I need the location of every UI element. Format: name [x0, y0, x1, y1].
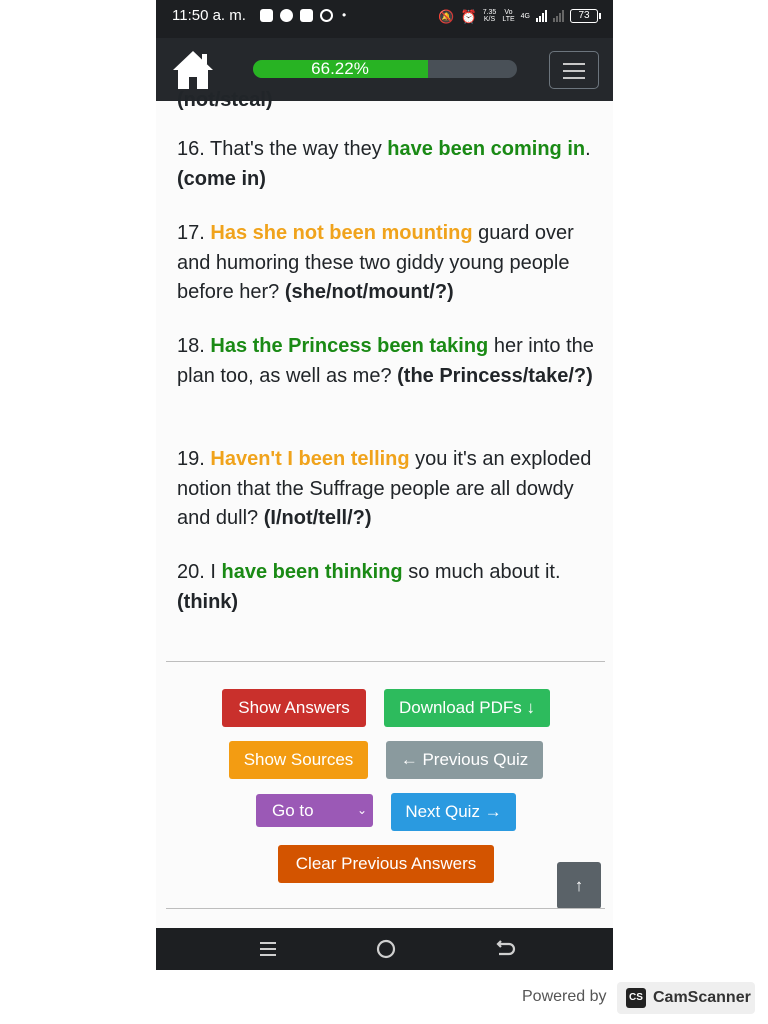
- android-nav-bar: [156, 928, 613, 970]
- question-text: you it's an exploded notion that the Suffrage people are all dowdy and dull?: [177, 448, 592, 530]
- phone-screen: [156, 0, 613, 970]
- scroll-to-top-button[interactable]: ↑: [557, 862, 601, 909]
- question-hint: (think): [177, 590, 239, 613]
- go-to-label: Go to: [272, 801, 314, 820]
- camscanner-brand: CamScanner: [653, 989, 751, 1006]
- question-20: [177, 558, 597, 617]
- recent-apps-icon[interactable]: [255, 936, 281, 962]
- camscanner-logo-icon: CS: [626, 988, 646, 1008]
- question-17: [177, 219, 597, 308]
- question-text: That's the way they: [210, 138, 388, 160]
- notification-square-icon-2: [300, 9, 313, 22]
- divider-bottom: [166, 908, 605, 909]
- camscanner-badge: [617, 982, 755, 1014]
- volte-label: Vo LTE: [502, 9, 515, 23]
- quiz-content: [156, 89, 613, 928]
- home-icon[interactable]: [171, 48, 215, 92]
- status-time: 11:50 a. m.: [172, 7, 246, 24]
- show-sources-button[interactable]: Show Sources: [229, 741, 368, 779]
- more-notifications-icon: •: [342, 8, 347, 22]
- chevron-down-icon: ⌄: [356, 803, 367, 817]
- question-text: guard over and humoring these two giddy young people before her?: [177, 222, 574, 304]
- answer-correct: have been coming in: [387, 138, 586, 160]
- question-text: I: [210, 561, 222, 583]
- answer-revealed: Has she not been mounting: [210, 222, 473, 244]
- question-number: 18.: [177, 335, 205, 357]
- battery-level: 73: [570, 9, 598, 23]
- divider-top: [166, 661, 605, 662]
- answer-correct: Has the Princess been taking: [210, 335, 489, 357]
- question-number: 17.: [177, 222, 205, 244]
- go-to-select[interactable]: [256, 794, 373, 827]
- next-quiz-button[interactable]: Next Quiz →: [391, 793, 516, 831]
- answer-revealed: Haven't I been telling: [210, 448, 410, 470]
- hamburger-icon-line: [563, 70, 585, 72]
- question-number: 19.: [177, 448, 205, 470]
- back-icon[interactable]: [491, 936, 517, 962]
- notification-app-icon: [280, 9, 293, 22]
- question-text: .: [585, 138, 591, 160]
- battery-icon: [570, 9, 601, 23]
- show-answers-button[interactable]: Show Answers: [222, 689, 366, 727]
- whatsapp-icon: [320, 9, 333, 22]
- question-16: [177, 135, 597, 194]
- powered-by-text: Powered by: [522, 988, 607, 1005]
- network-speed: 7.35 K/S: [482, 9, 497, 23]
- signal-strength-icon-2: [553, 10, 564, 22]
- hamburger-icon-line: [563, 77, 585, 79]
- download-pdfs-button[interactable]: Download PDFs ↓: [384, 689, 550, 727]
- clear-previous-answers-button[interactable]: Clear Previous Answers: [278, 845, 494, 883]
- status-bar: [156, 0, 613, 38]
- question-hint: (she/not/mount/?): [284, 281, 454, 304]
- status-right-group: [438, 6, 601, 26]
- question-text: her into the plan too, as well as me?: [177, 335, 594, 387]
- question-number: 16.: [177, 138, 205, 160]
- question-number: 20.: [177, 561, 205, 583]
- question-text: so much about it.: [402, 561, 561, 583]
- network-type: 4G: [520, 12, 530, 20]
- question-19: [177, 445, 597, 534]
- question-hint: (the Princess/take/?): [397, 364, 593, 387]
- question-hint: (I/not/tell/?): [263, 507, 372, 530]
- progress-label: 66.22%: [311, 59, 369, 78]
- notification-square-icon: [260, 9, 273, 22]
- question-18: [177, 332, 597, 391]
- previous-quiz-button[interactable]: ← Previous Quiz: [386, 741, 543, 779]
- hamburger-icon-line: [563, 63, 585, 65]
- signal-strength-icon: [536, 10, 547, 22]
- alarm-icon: ⏰: [460, 8, 477, 24]
- answer-correct: have been thinking: [221, 561, 403, 583]
- question-hint: (come in): [177, 167, 266, 190]
- menu-button[interactable]: [549, 51, 599, 89]
- mute-bell-icon: 🔕: [438, 8, 455, 24]
- cut-off-hint: (not/steal): [177, 89, 273, 111]
- home-nav-icon[interactable]: [373, 936, 399, 962]
